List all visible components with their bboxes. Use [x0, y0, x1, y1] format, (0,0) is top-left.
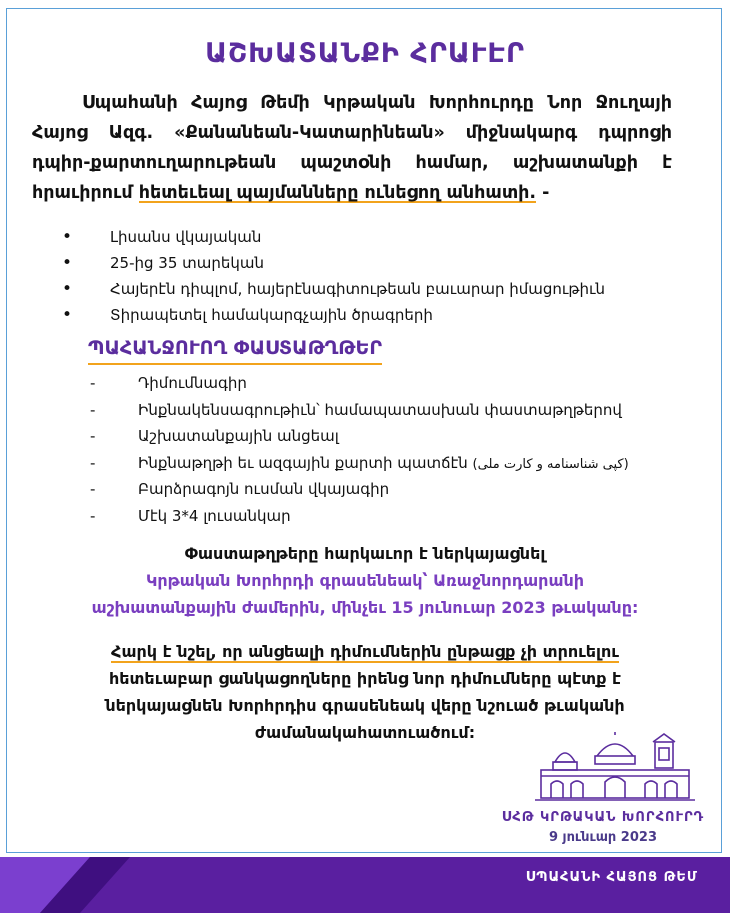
list-item — [90, 454, 690, 481]
list-item: • Հայերէն դիպլոմ, հայերէնագիտութեան բաւարար իմացութիւն — [62, 280, 682, 306]
doc-text: Մէկ 3*4 լուսանկար — [138, 506, 291, 525]
list-item: • Լիսանս վկայական — [62, 228, 682, 254]
list-item — [90, 374, 690, 401]
list-item — [90, 427, 690, 454]
doc-text: Ինքնակենսագրութիւն՝ համապատասխան փաստաթղթերով — [138, 400, 622, 419]
intro-highlight: հետեւեալ պայմանները ունեցող անհատի. — [138, 183, 537, 203]
doc-text: Դիմումնագիր — [138, 374, 247, 392]
cathedral-logo-icon — [535, 732, 695, 802]
documents-heading: ՊԱՀԱՆՋՈՒՈՂ ՓԱՍՏԱԹՂԹԵՐ — [88, 337, 382, 365]
footer-band — [0, 857, 730, 913]
doc-text: Բարձրագոյն ուսման վկայագիր — [138, 480, 390, 498]
doc-text: Աշխատանքային անցեալ — [138, 427, 339, 445]
list-item — [90, 480, 690, 507]
note-highlight: Հարկ է նշել, որ անցեալի դիմումներին ընթացք չի տրուելու — [111, 642, 619, 661]
list-item — [90, 507, 690, 534]
list-item — [90, 401, 690, 428]
signature-date: 9 յունւար 2023 — [548, 830, 657, 845]
intro-tail: - — [536, 183, 550, 203]
submission-block — [0, 540, 730, 621]
documents-list — [90, 374, 690, 533]
intro-text: Սպահանի Հայոց Թեմի Կրթական Խորհուրդը Նոր Ջուղայի Հայոց Ազգ. «Քանանեան-Կատարինեան» միջնակարգ դպրոցի դպիր-քարտուղարութեան պաշտօնի համար, աշխատանքի է հրաւիրում — [32, 93, 672, 203]
requirements-list — [62, 228, 682, 332]
note-paragraph — [80, 638, 650, 746]
list-item: • 25-ից 35 տարեկան — [62, 254, 682, 280]
submission-line: աշխատանքային ժամերին, մինչեւ 15 յունուար 2023 թւականը: — [91, 598, 639, 617]
doc-text: Ինքնաթղթի եւ ազգային քարտի պատճէն — [138, 453, 473, 472]
note-text: հետեւաբար ցանկացողները իրենց նոր դիմումները պէտք է ներկայացնեն Խորհրդիս գրասենեակ վերը նշուած թւականի ժամանակահատուածում: — [105, 669, 625, 742]
submission-line: Փաստաթղթերը հարկաւոր է ներկայացնել — [184, 544, 546, 563]
submission-line: Կրթական Խորհրդի գրասենեակ՝ Առաջնորդարանի — [145, 571, 585, 590]
organization-signature: ՍՀԹ ԿՐԹԱԿԱՆ ԽՈՐՀՈՒՐԴ — [501, 810, 705, 825]
list-item: • Տիրապետել համակարգչային ծրագրերի — [62, 306, 682, 332]
footer-text: ՍՊԱՀԱՆԻ ՀԱՅՈՑ ԹԵՄ — [525, 870, 698, 885]
intro-paragraph — [32, 88, 672, 208]
page-title: ԱՇԽԱՏԱՆՔԻ ՀՐԱՒԷՐ — [205, 38, 525, 69]
doc-note: (کپی شناسنامه و کارت ملی) — [472, 456, 629, 472]
